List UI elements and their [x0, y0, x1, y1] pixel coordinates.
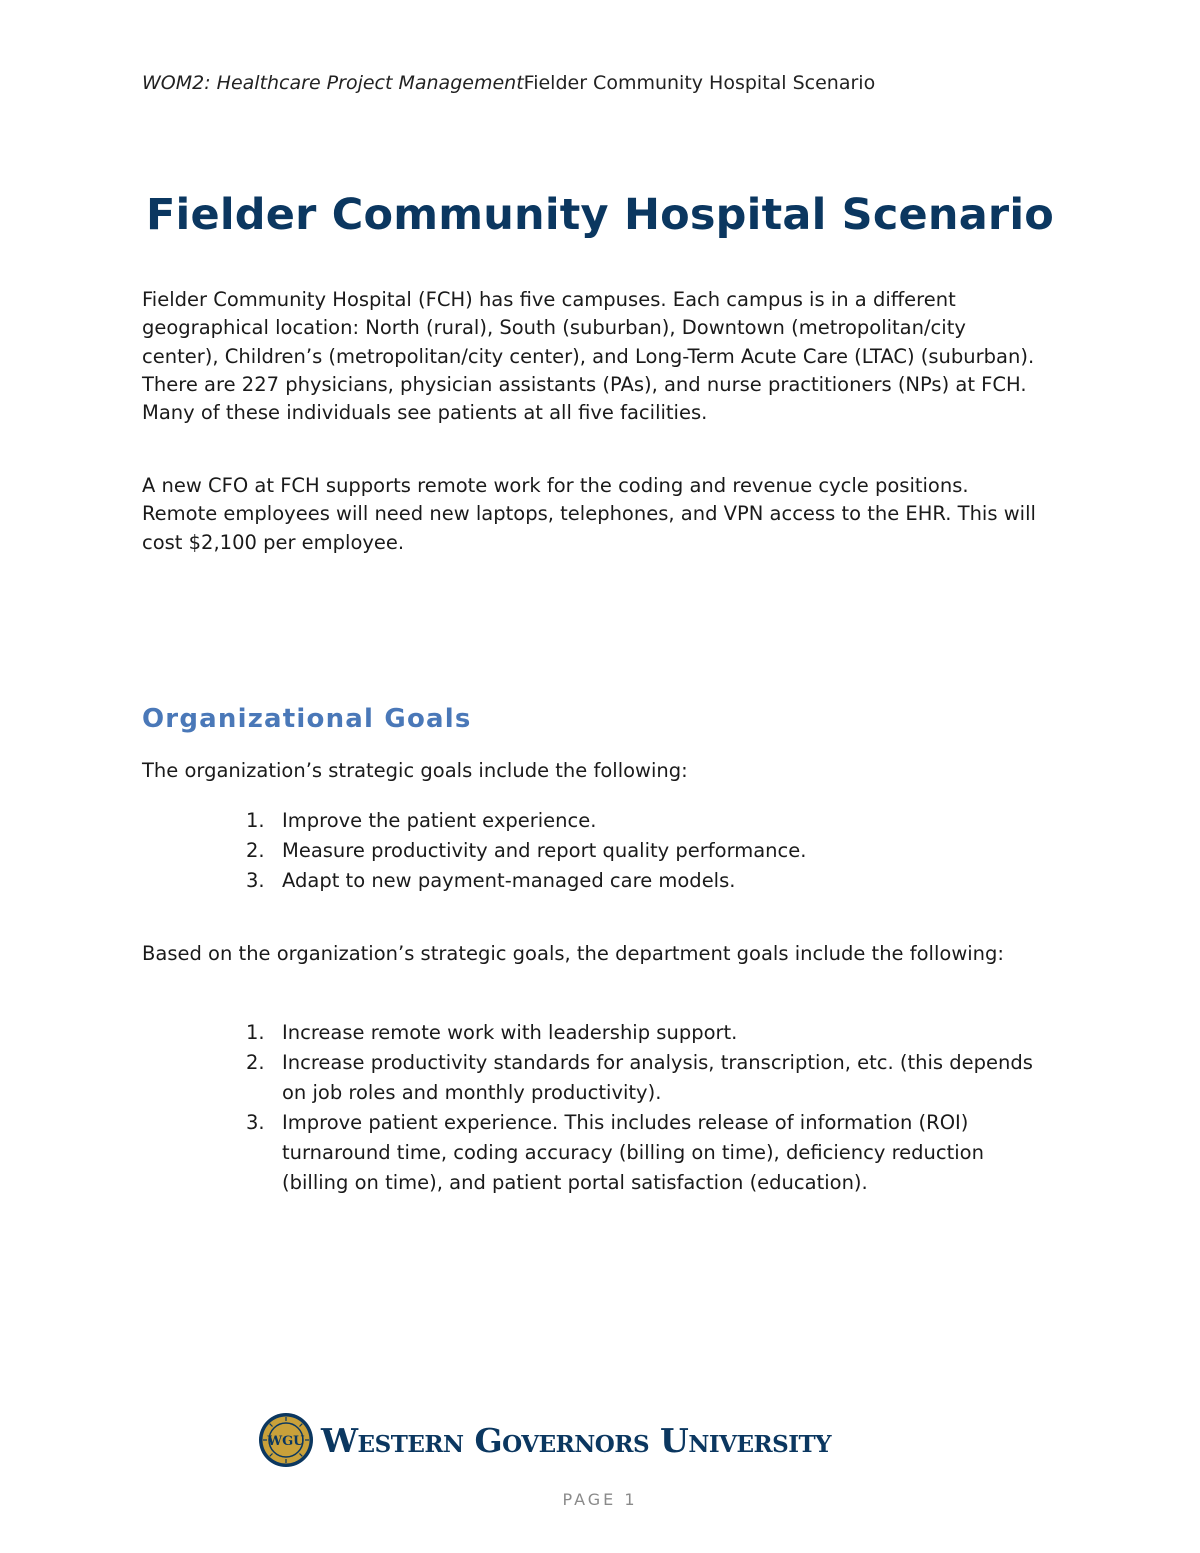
list-item [246, 836, 1046, 866]
header-doc-name: Fielder Community Hospital Scenario [523, 72, 876, 94]
list-number: 1. [246, 1021, 265, 1044]
dept-goals-intro: Based on the organization’s strategic goals, the department goals include the following: [142, 942, 1004, 965]
list-item [246, 1048, 1046, 1108]
list-number: 2. [246, 1051, 265, 1074]
seal-letters: WGU [267, 1434, 305, 1449]
wgu-logo [258, 1412, 908, 1470]
org-goals-list [246, 806, 1046, 896]
wgu-wordmark: Western Governors University [321, 1421, 832, 1460]
list-text: Improve the patient experience. [282, 809, 597, 832]
list-text: Measure productivity and report quality performance. [282, 839, 807, 862]
list-item [246, 806, 1046, 836]
header-course: WOM2: Healthcare Project Management [142, 72, 524, 94]
page-number: PAGE 1 [562, 1490, 638, 1509]
list-number: 2. [246, 839, 265, 862]
list-text: Improve patient experience. This includes release of information (ROI) turnaround time, coding accuracy (billing on time), deficiency reduction (billing on time), and patient portal satisfaction (education). [282, 1111, 984, 1194]
list-number: 3. [246, 869, 265, 892]
list-text: Increase productivity standards for analysis, transcription, etc. (this depends on job roles and monthly productivity). [282, 1051, 1033, 1104]
list-text: Adapt to new payment-managed care models. [282, 869, 736, 892]
page-title: Fielder Community Hospital Scenario [145, 190, 1055, 240]
list-item [246, 1108, 1046, 1198]
running-header [142, 72, 875, 94]
cfo-paragraph: A new CFO at FCH supports remote work for the coding and revenue cycle positions. Remote employees will need new laptops, telephones, and VPN access to the EHR. This will cost $2,100 per employee. [142, 474, 1036, 554]
dept-goals-list [246, 1018, 1046, 1198]
list-item [246, 1018, 1046, 1048]
list-number: 3. [246, 1111, 265, 1134]
list-number: 1. [246, 809, 265, 832]
section-heading-organizational-goals: Organizational Goals [142, 704, 472, 734]
list-text: Increase remote work with leadership support. [282, 1021, 738, 1044]
list-item [246, 866, 1046, 896]
intro-paragraph: Fielder Community Hospital (FCH) has five campuses. Each campus is in a different geographical location: North (rural), South (suburban), Downtown (metropolitan/city center), Children’s (metropolitan/city center), and Long-Term Acute Care (LTAC) (suburban). There are 227 physicians, physician assistants (PAs), and nurse practitioners (NPs) at FCH. Many of these individuals see patients at all five facilities. [142, 288, 1035, 425]
wgu-seal-icon [258, 1412, 314, 1468]
org-goals-intro: The organization’s strategic goals include the following: [142, 759, 688, 782]
